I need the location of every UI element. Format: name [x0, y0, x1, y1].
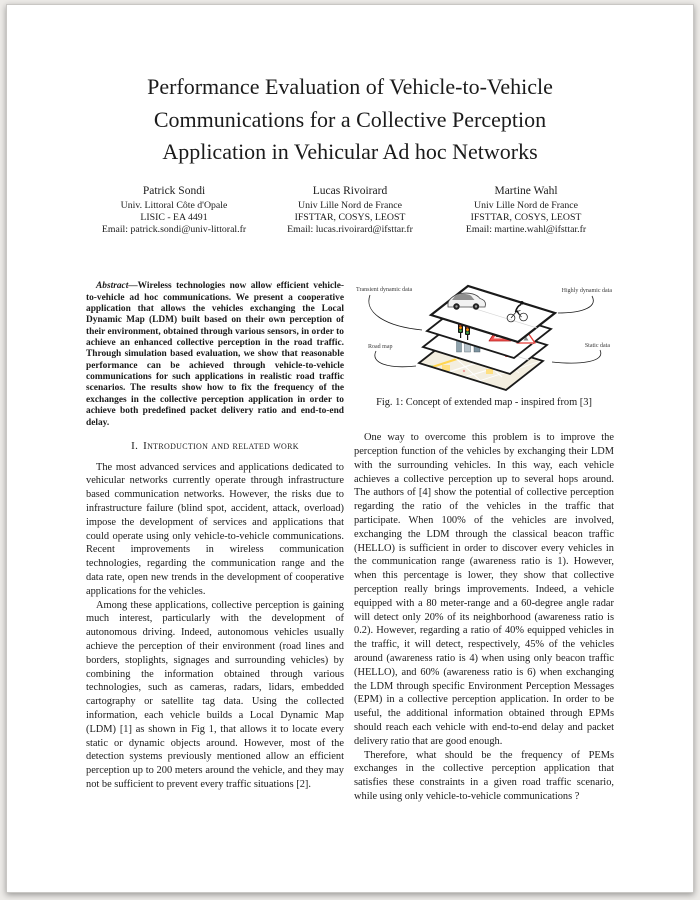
author-affiliation: Univ Lille Nord de France — [474, 199, 578, 211]
author-2 — [262, 184, 438, 237]
arrow-highly-dynamic — [558, 296, 593, 313]
abstract-label: Abstract — [96, 281, 129, 292]
author-email: Email: patrick.sondi@univ-littoral.fr — [101, 224, 247, 236]
author-affiliation: LISIC - EA 4491 — [140, 211, 208, 223]
author-1 — [86, 184, 262, 237]
label-transient-dynamic-data: Transient dynamic data — [356, 287, 413, 294]
author-affiliation: IFSTTAR, COSYS, LEOST — [294, 211, 406, 223]
body-paragraph: One way to overcome this problem is to improve the perception function of the vehicles by exchanging their LDM with the surrounding vehicles. In this way, each vehicle achieves a collective perception up to several hops around. The authors of [4] show the potential of collective perception regarding the ratio of the vehicles in the traffic that participate. When 100% of the vehicles are involved, exchanging the LDM through the classical beacon traffic (HELLO) is sufficient in order to discover every vehicles in the communication range (awareness ratio is 1). However, when this percentage is lower, they show that collective perception really brings improvements. Indeed, a vehicle equipped with a 80 meter-range and a 60-degree angle radar will detect only 20% of its neighborhood (awareness ratio is 0.2). However, regarding a ratio of 40% equipped vehicles in the traffic, it will detect, respectively, 45% of the vehicles around (awareness ratio is 4) when using only beacon traffic (HELLO), and 60% (awareness ratio is 6) when exchanging the LDM through specific Environment Perception Messages (EPM) in a collective perception application. In order to be useful, the additional information obtained through EPMs should reach each vehicle with end-to-end delay and packet delivery ratio that are good enough. — [354, 432, 614, 747]
author-affiliation: IFSTTAR, COSYS, LEOST — [470, 211, 582, 223]
body-paragraph: Therefore, what should be the frequency of PEMs exchanges in the collective perception application that satisfies these constraints in a given road traffic scenario, while using only vehicle-to-vehicle communications ? — [354, 749, 614, 802]
author-3 — [438, 184, 614, 237]
author-name: Patrick Sondi — [142, 184, 206, 197]
author-block — [86, 184, 614, 237]
body-paragraph: The most advanced services and applications dedicated to vehicular networks currently operate through infrastructure based communication networks. However, the risks due to infrastructure failure (blind spot, accident, attack, overload) impose the development of services and applications that could operate using only vehicle-to-vehicle communications. Recent improvements in wireless communication technologies, regarding the communication range and the data rate, open new trends in the development of cooperative applications for the vehicles. — [86, 461, 344, 597]
paper-page — [6, 4, 694, 893]
figure-1 — [354, 281, 614, 410]
body-paragraph: Among these applications, collective perception is gaining much interest, particularly with the development of autonomous driving. Indeed, autonomous vehicles usually achieve the perception of their environment (road lines and borders, stoplights, signages and surrounding vehicles) by combining the information obtained through various technologies, such as cameras, radars, lidars, embedded cartography or satellite tag data. Using the collected information, each vehicle builds a Local Dynamic Map (LDM) [1] as shown in Fig 1, that allows it to locate every static or dynamic objects around. However, most of the detection systems previously mentioned allow an efficient perception up to 200 meters around the vehicle, and they may not be sufficient to prevent every traffic situations [2]. — [86, 599, 344, 790]
abstract-text: —Wireless technologies now allow efficient vehicle-to-vehicle ad hoc communications. We present a cooperative application that allows the vehicles exchanging the Local Dynamic Map (LDM) built based on their own perception of their environment, obtained through various sensors, in order to achieve an enhanced collective perception in the road traffic. Through simulation based evaluation, we show that reasonable performance can be achieved through vehicle-to-vehicle communications for such applications in realistic road traffic scenarios. The results show how to fix the frequency of the exchanges in the collective perception application in order to achieve both predefined packet delivery ratio and end-to-end delay. — [86, 281, 344, 428]
label-road-map: Road map — [368, 344, 393, 351]
figure-caption: Fig. 1: Concept of extended map - inspired from [3] — [376, 397, 592, 409]
abstract-paragraph — [86, 281, 344, 428]
author-affiliation: Univ. Littoral Côte d'Opale — [120, 199, 228, 211]
author-email: Email: martine.wahl@ifsttar.fr — [465, 224, 587, 236]
author-name: Lucas Rivoirard — [312, 184, 388, 197]
arrow-transient — [369, 295, 422, 330]
paper-title: Performance Evaluation of Vehicle-to-Vehicle Communications for a Collective Perception Application in Vehicular Ad hoc Networks — [147, 74, 553, 164]
author-name: Martine Wahl — [494, 184, 558, 197]
two-column-body — [86, 281, 614, 803]
extended-map-figure — [354, 281, 614, 393]
section-title: Introduction and related work — [143, 439, 299, 452]
author-email: Email: lucas.rivoirard@ifsttar.fr — [287, 224, 413, 236]
author-affiliation: Univ Lille Nord de France — [298, 199, 402, 211]
label-static-data: Static data — [584, 343, 610, 350]
right-column — [354, 281, 614, 803]
arrow-static — [552, 350, 601, 363]
label-highly-dynamic-data: Highly dynamic data — [561, 288, 612, 295]
left-column — [86, 281, 344, 803]
section-number: I. — [131, 439, 139, 452]
section-heading-1 — [86, 440, 344, 454]
arrow-road-map — [375, 351, 416, 367]
